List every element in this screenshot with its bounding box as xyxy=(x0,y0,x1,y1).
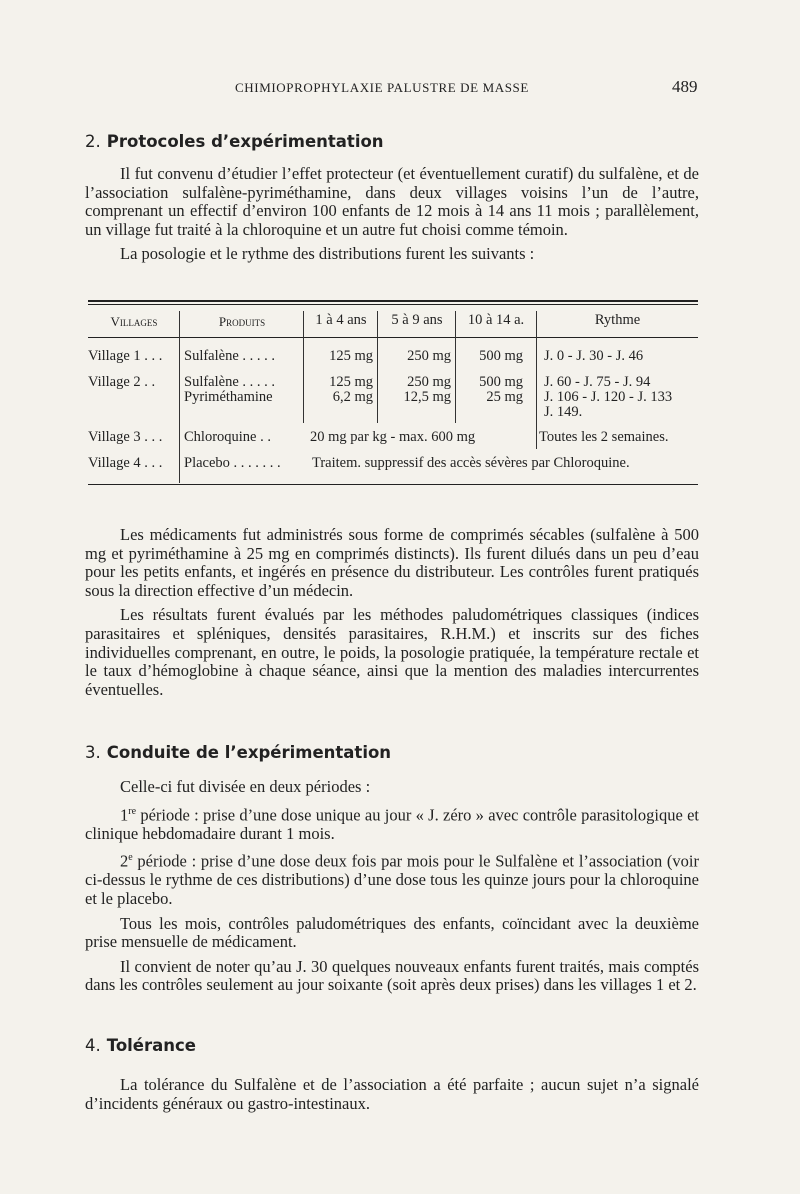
table-column-divider xyxy=(455,311,456,423)
section-number: 4. xyxy=(85,1036,101,1055)
ordinal-suffix: e xyxy=(128,852,133,864)
header-age-1-4: 1 à 4 ans xyxy=(315,312,367,328)
paragraph: La posologie et le rythme des distributions furent les suivants : xyxy=(120,244,535,264)
header-produits: Produits xyxy=(218,314,266,329)
section-number: 2. xyxy=(85,132,101,151)
row-2-rythme-2: J. 106 - J. 120 - J. 133 xyxy=(544,389,673,405)
header-rythme: Rythme xyxy=(594,312,641,328)
page-number: 489 xyxy=(672,77,698,96)
period-text: période : prise d’une dose deux fois par mois pour le Sulfalène et l’association (voir ci-dessus le rythme de ces distributions) d’une dose tous les quinze jours pour la chloroquine et le placebo. xyxy=(85,851,699,908)
row-1-age2: 250 mg xyxy=(407,348,451,364)
paragraph: Il fut convenu d’étudier l’effet protecteur (et éventuellement curatif) du sulfalène, et de l’association sulfalène-pyriméthamine, dans deux villages voisins l’un de l’autre, comprenant un effectif d’environ 100 enfants de 12 mois à 14 ans 11 mois ; parallèlement, un village fut traité à la chloroquine et un autre fut choisi comme témoin. xyxy=(85,164,699,239)
row-1-age1: 125 mg xyxy=(329,348,373,364)
row-1-age3: 500 mg xyxy=(479,348,523,364)
table-column-divider xyxy=(377,311,378,423)
row-3-product: Chloroquine . . xyxy=(184,429,271,445)
row-2-product-1: Sulfalène . . . . . xyxy=(184,374,276,390)
running-head: CHIMIOPROPHYLAXIE PALUSTRE DE MASSE xyxy=(235,80,529,95)
row-2-age2-b: 12,5 mg xyxy=(403,389,451,405)
section-4-heading xyxy=(85,1036,196,1056)
section-3-body xyxy=(85,778,699,1001)
row-2-product-2: Pyriméthamine xyxy=(184,389,273,405)
paragraph: Celle-ci fut divisée en deux périodes : xyxy=(120,777,371,796)
table-top-rule xyxy=(88,300,698,302)
paragraph-period-1 xyxy=(85,803,699,844)
row-2-rythme-3: J. 149. xyxy=(544,404,583,420)
row-2-age3-b: 25 mg xyxy=(486,389,523,405)
paragraph: Il convient de noter qu’au J. 30 quelques nouveaux enfants furent traités, mais comptés dans les contrôles seulement au jour soixante (soit après deux prises) dans les villages 1 et 2. xyxy=(85,956,699,995)
row-4-treatment-span: Traitem. suppressif des accès sévères par Chloroquine. xyxy=(312,455,630,471)
row-3-village: Village 3 . . . xyxy=(88,429,163,445)
row-4-product: Placebo . . . . . . . xyxy=(184,455,281,471)
paragraph-period-2 xyxy=(85,849,699,908)
header-villages: Villages xyxy=(110,314,158,329)
table-column-divider xyxy=(536,311,537,449)
header-age-10-14: 10 à 14 a. xyxy=(467,312,525,328)
header-age-5-9: 5 à 9 ans xyxy=(391,312,443,328)
table-top-rule-thin xyxy=(88,304,698,305)
section-title: Conduite de l’expérimentation xyxy=(106,743,392,762)
row-2-age3-a: 500 mg xyxy=(479,374,523,390)
row-3-dosage-span: 20 mg par kg - max. 600 mg xyxy=(310,429,476,445)
row-2-age1-b: 6,2 mg xyxy=(332,389,373,405)
table-column-divider xyxy=(303,311,304,423)
section-2-heading xyxy=(85,132,384,152)
paragraph: Les médicaments fut administrés sous forme de comprimés sécables (sulfalène à 500 mg et pyriméthamine à 25 mg en comprimés distincts). Ils furent dilués dans un peu d’eau pour les petits enfants, et ingérés en présence du distributeur. Les contrôles furent pratiqués sous la direction effective d’un médecin. xyxy=(85,525,699,600)
section-title: Tolérance xyxy=(106,1036,196,1055)
row-2-village: Village 2 . . xyxy=(88,374,156,390)
row-4-village: Village 4 . . . xyxy=(88,455,163,471)
row-2-age2-a: 250 mg xyxy=(407,374,451,390)
row-1-village: Village 1 . . . xyxy=(88,348,163,364)
row-2-rythme-1: J. 60 - J. 75 - J. 94 xyxy=(544,374,651,390)
row-3-rythme: Toutes les 2 semaines. xyxy=(539,429,669,445)
table-bottom-rule xyxy=(88,484,698,485)
section-2-continued xyxy=(85,526,699,705)
section-number: 3. xyxy=(85,743,101,762)
section-title: Protocoles d’expérimentation xyxy=(106,132,384,151)
paragraph: La tolérance du Sulfalène et de l’association a été parfaite ; aucun sujet n’a signalé d’incidents généraux ou gastro-intestinaux. xyxy=(85,1075,699,1113)
section-4-body xyxy=(85,1076,699,1119)
period-number: 2 xyxy=(120,851,129,871)
table-column-divider xyxy=(179,311,180,483)
ordinal-suffix: re xyxy=(128,805,137,817)
paragraph: Tous les mois, contrôles paludométriques des enfants, coïncidant avec la deuxième prise mensuelle de médicament. xyxy=(85,913,699,952)
section-3-heading xyxy=(85,743,391,763)
period-number: 1 xyxy=(120,805,129,825)
row-1-rythme: J. 0 - J. 30 - J. 46 xyxy=(544,348,644,364)
section-2-intro xyxy=(85,165,699,270)
period-text: période : prise d’une dose unique au jour « J. zéro » avec contrôle parasitologique et clinique hebdomadaire durant 1 mois. xyxy=(85,805,699,843)
row-1-product: Sulfalène . . . . . xyxy=(184,348,276,364)
row-2-age1-a: 125 mg xyxy=(329,374,373,390)
table-header-rule xyxy=(88,337,698,338)
paragraph: Les résultats furent évalués par les méthodes paludométriques classiques (indices parasitaires et spléniques, densités parasitaires, R.H.M.) et inscrits sur des fiches individuelles comprenant, en outre, le poids, la posologie pratiquée, la température rectale et le taux d’hémoglobine à chaque séance, ainsi que la mention des maladies intercurrentes éventuelles. xyxy=(85,605,699,699)
